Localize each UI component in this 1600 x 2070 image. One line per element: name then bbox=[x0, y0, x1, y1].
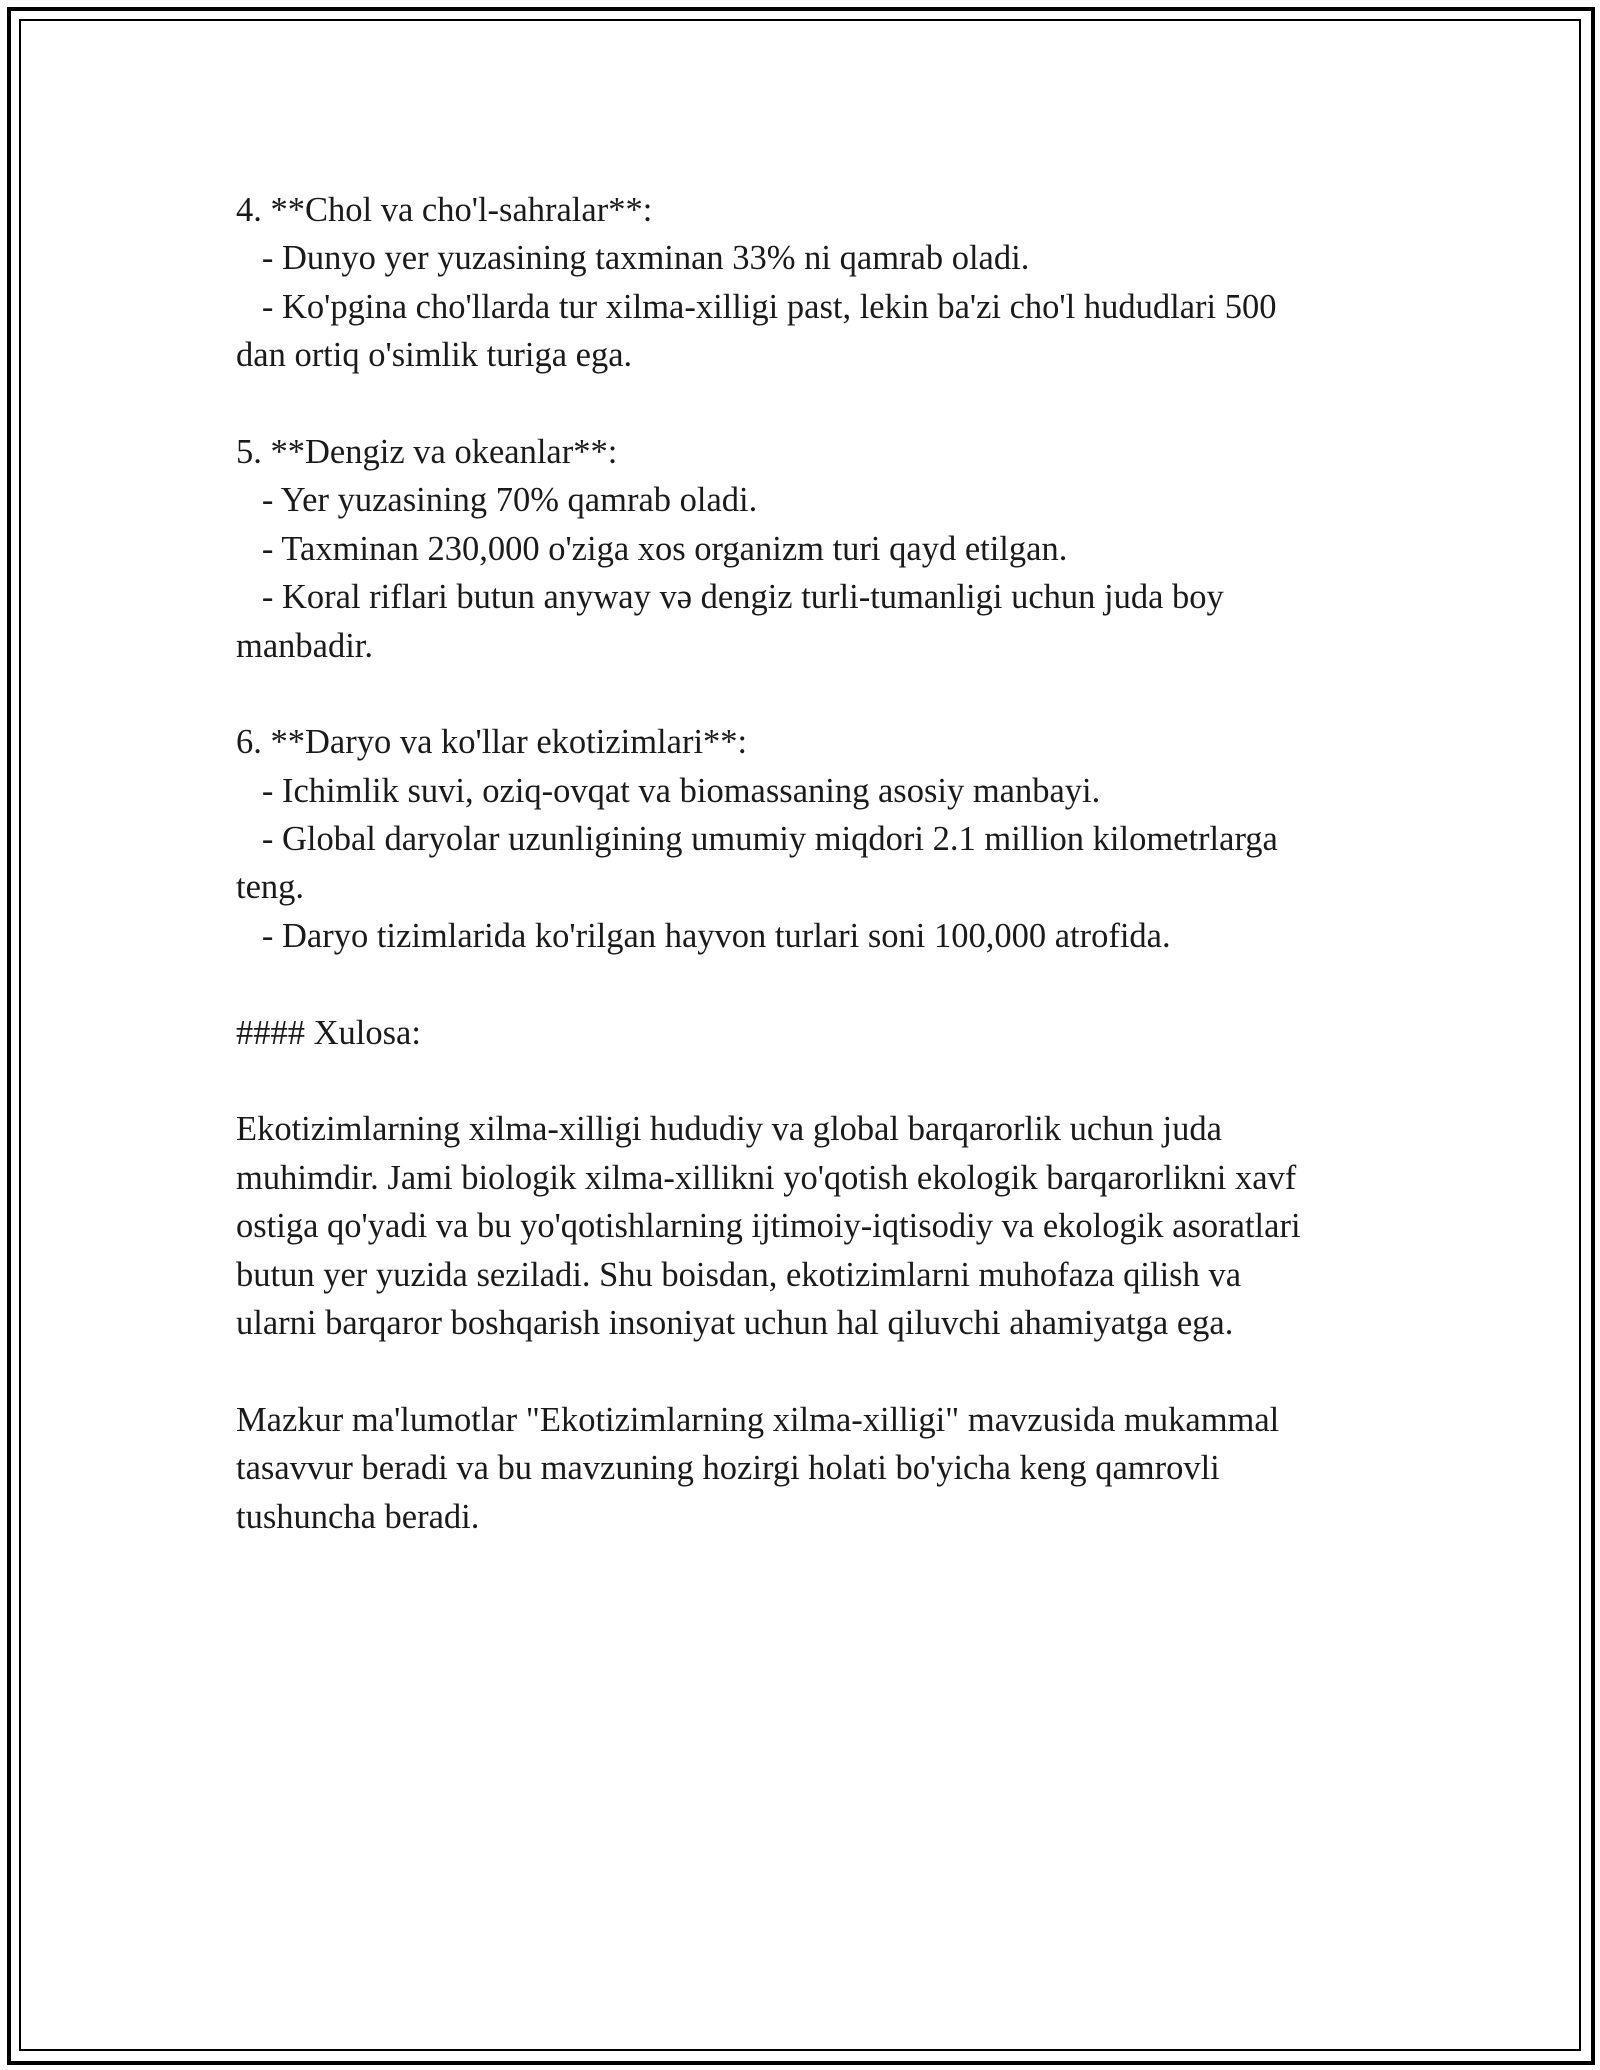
list-item-continuation: manbadir. bbox=[236, 626, 374, 665]
list-item: - Koral riflari butun anyway və dengiz turli-tumanligi uchun juda boy bbox=[236, 578, 1224, 617]
paragraph-line: Mazkur ma'lumotlar "Ekotizimlarning xilma-xilligi" mavzusida mukammal bbox=[236, 1400, 1280, 1439]
list-item: - Dunyo yer yuzasining taxminan 33% ni qamrab oladi. bbox=[236, 239, 1030, 278]
section-heading: 6. **Daryo va ko'llar ekotizimlari**: bbox=[236, 723, 748, 762]
list-item-continuation: dan ortiq o'simlik turiga ega. bbox=[236, 336, 633, 375]
conclusion-paragraph-2 bbox=[236, 1396, 1396, 1541]
paragraph-line: ularni barqaror boshqarish insoniyat uchun hal qiluvchi ahamiyatga ega. bbox=[236, 1303, 1234, 1342]
paragraph-gap bbox=[236, 1347, 1396, 1395]
paragraph-gap bbox=[236, 960, 1396, 1008]
paragraph-line: ostiga qo'yadi va bu yo'qotishlarning ijtimoiy-iqtisodiy va ekologik asoratlari bbox=[236, 1207, 1301, 1246]
paragraph-gap bbox=[236, 670, 1396, 718]
paragraph-line: Ekotizimlarning xilma-xilligi hududiy va global barqarorlik uchun juda bbox=[236, 1110, 1222, 1149]
list-item: - Daryo tizimlarida ko'rilgan hayvon turlari soni 100,000 atrofida. bbox=[236, 916, 1171, 955]
section-dengiz bbox=[236, 428, 1396, 670]
list-item: - Ko'pgina cho'llarda tur xilma-xilligi past, lekin ba'zi cho'l hududlari 500 bbox=[236, 287, 1277, 326]
list-item: - Taxminan 230,000 o'ziga xos organizm turi qayd etilgan. bbox=[236, 529, 1068, 568]
section-heading: 5. **Dengiz va okeanlar**: bbox=[236, 432, 618, 471]
document-body bbox=[236, 186, 1396, 1541]
paragraph-line: muhimdir. Jami biologik xilma-xillikni yo'qotish ekologik barqarorlikni xavf bbox=[236, 1158, 1297, 1197]
paragraph-gap bbox=[236, 380, 1396, 428]
section-daryo bbox=[236, 718, 1396, 960]
conclusion-paragraph-1 bbox=[236, 1105, 1396, 1347]
list-item-continuation: teng. bbox=[236, 868, 305, 907]
paragraph-line: tushuncha beradi. bbox=[236, 1497, 480, 1536]
conclusion-heading: #### Xulosa: bbox=[236, 1013, 421, 1052]
list-item: - Global daryolar uzunligining umumiy miqdori 2.1 million kilometrlarga bbox=[236, 820, 1278, 859]
section-heading: 4. **Chol va cho'l-sahralar**: bbox=[236, 191, 653, 229]
list-item: - Yer yuzasining 70% qamrab oladi. bbox=[236, 481, 758, 520]
paragraph-gap bbox=[236, 1057, 1396, 1105]
paragraph-line: butun yer yuzida seziladi. Shu boisdan, ekotizimlarni muhofaza qilish va bbox=[236, 1255, 1242, 1294]
list-item: - Ichimlik suvi, oziq-ovqat va biomassaning asosiy manbayi. bbox=[236, 771, 1101, 810]
section-chol bbox=[236, 186, 1396, 380]
paragraph-line: tasavvur beradi va bu mavzuning hozirgi holati bo'yicha keng qamrovli bbox=[236, 1449, 1220, 1488]
